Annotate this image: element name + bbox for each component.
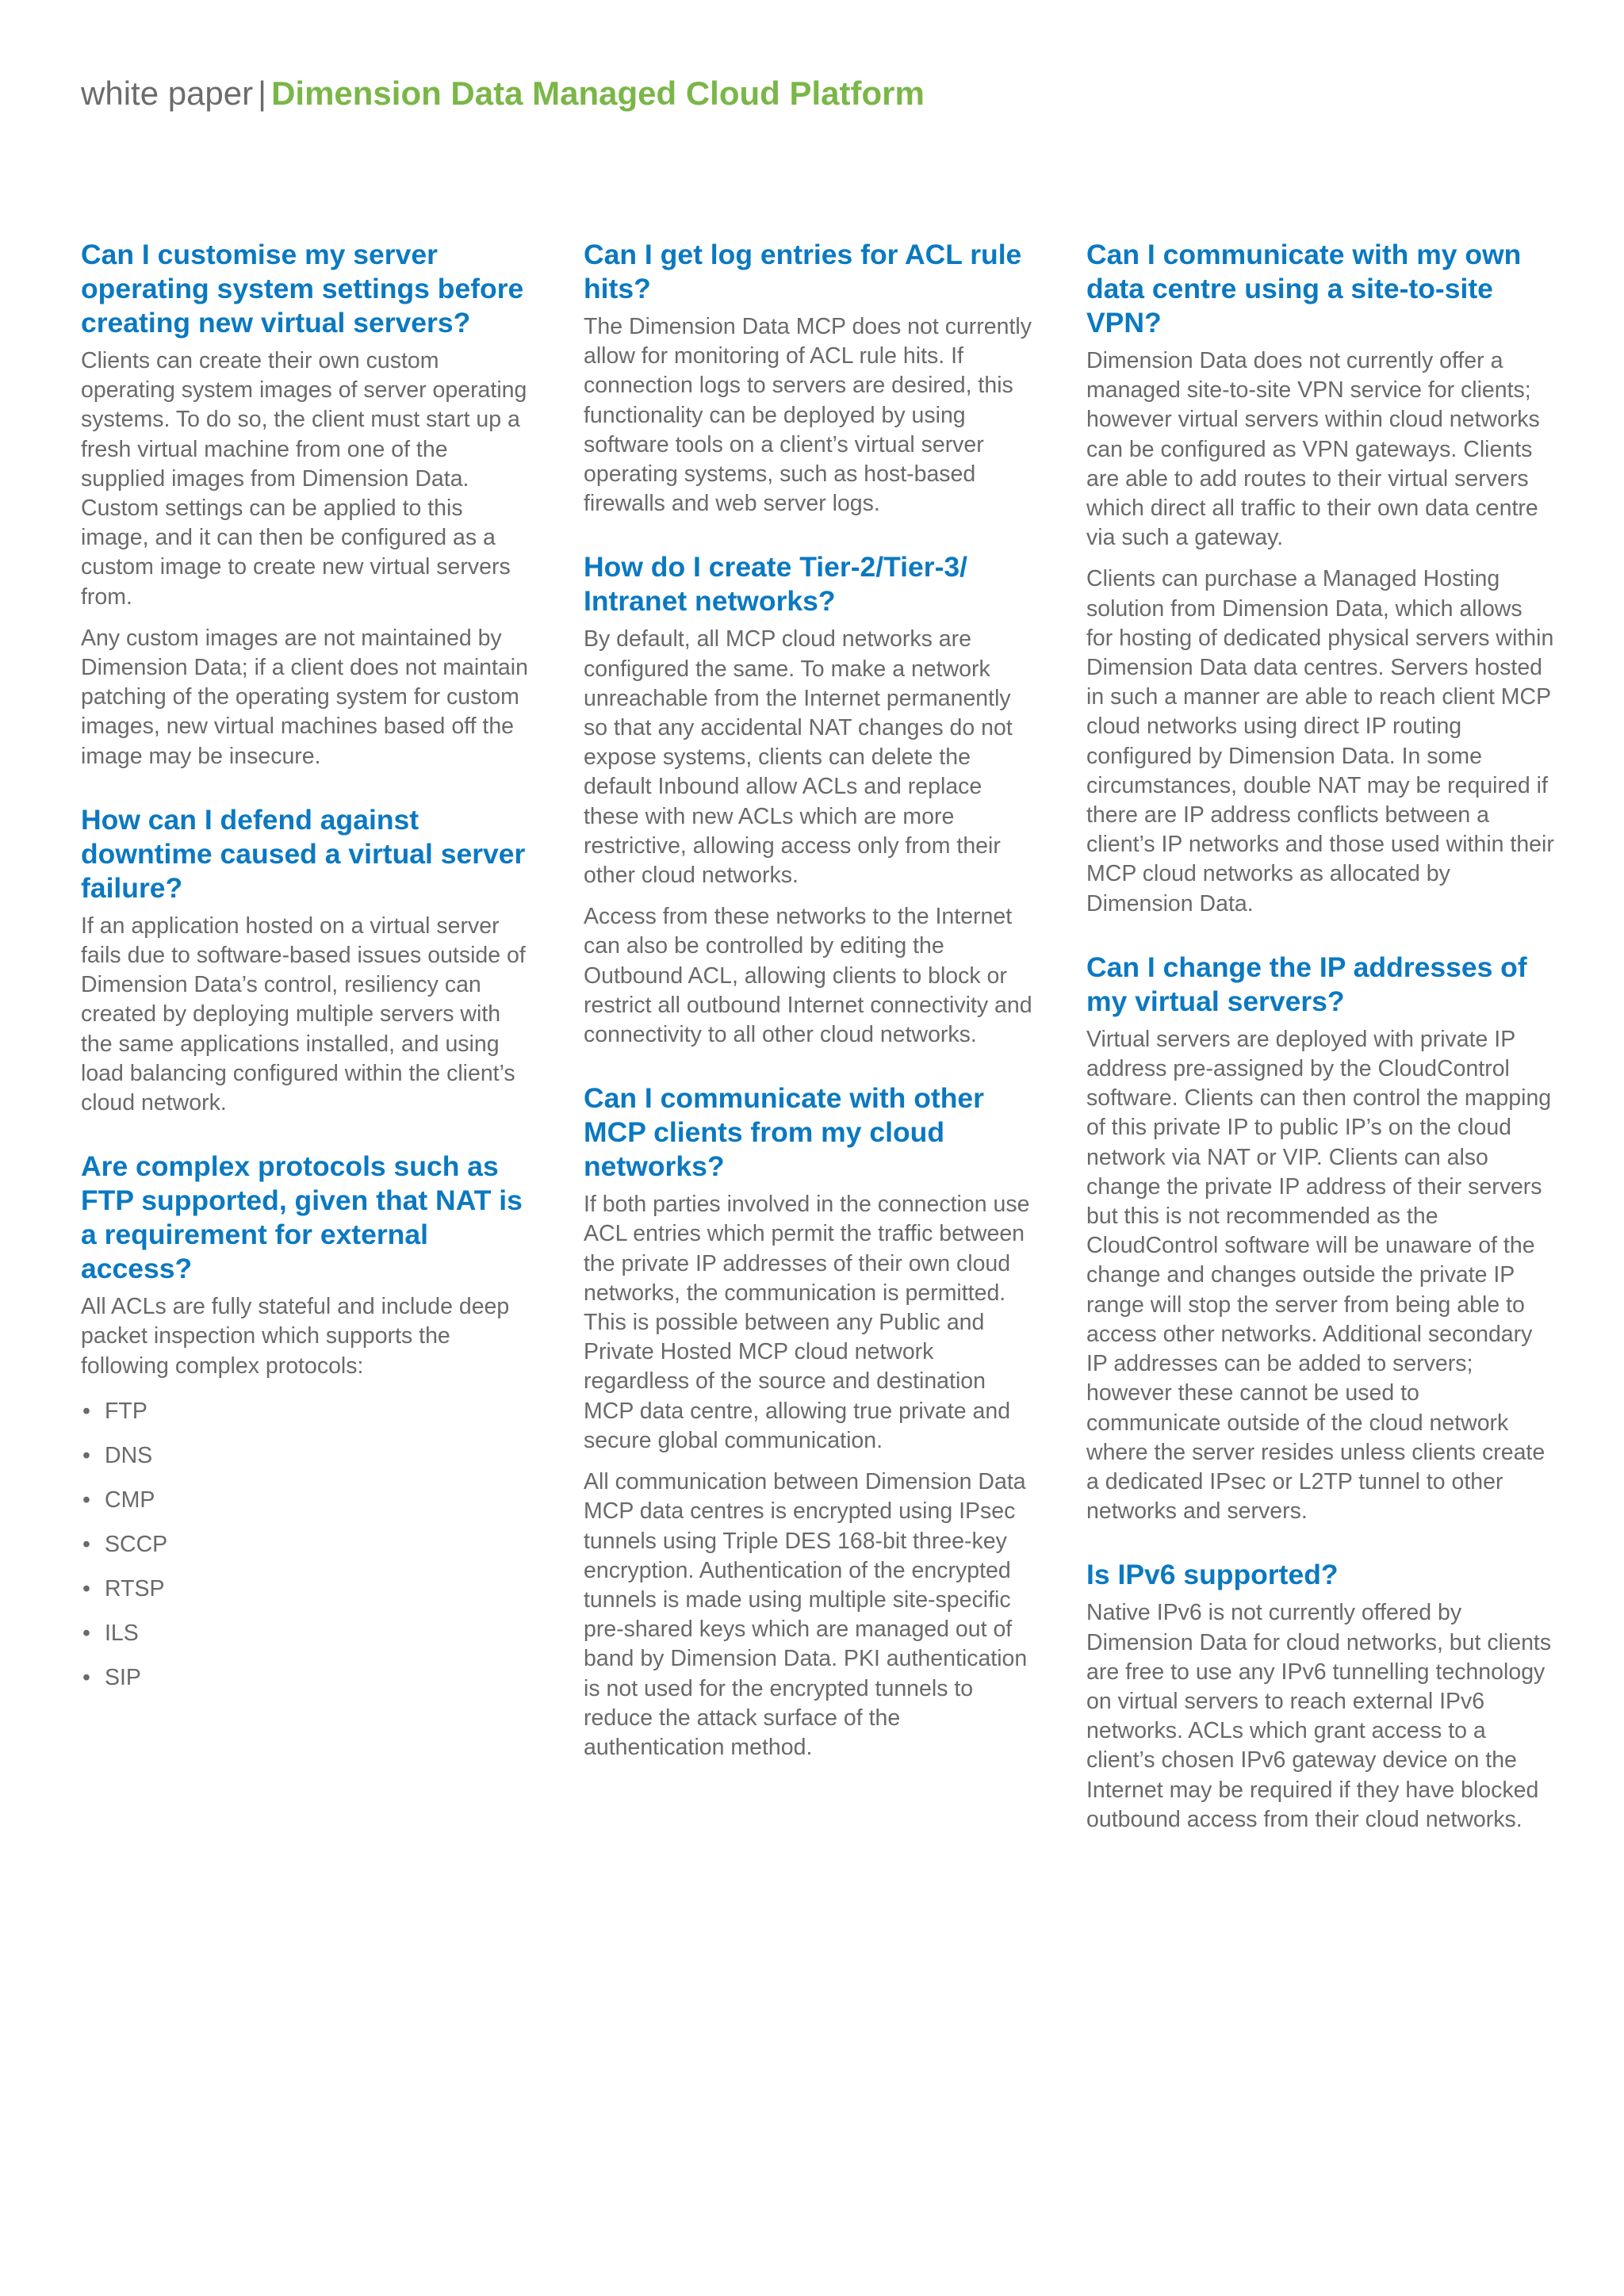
section-paragraph: If both parties involved in the connection use ACL entries which permit the traffic between the private IP addresses of their own cloud networks, the communication is permitted. This is possible between any Public and Private Hosted MCP cloud network regardless of the source and destination MCP data centre, allowing true private and secure global communication.: [584, 1192, 1030, 1453]
section-heading: Can I change the IP addresses of my virtual servers?: [1086, 951, 1527, 1017]
section-paragraph: Access from these networks to the Internet can also be controlled by editing the Outbound ACL, allowing clients to block or restrict all outbound Internet connectivity and connectivity to all other cloud networks.: [584, 904, 1032, 1048]
list-item: [81, 1441, 533, 1471]
section-paragraph: Virtual servers are deployed with private IP address pre-assigned by the CloudControl software. Clients can then control the mapping of this private IP to public IP’s on the cloud network via NAT or VIP. Clients can also change the private IP address of their servers but this is not recommended as the CloudControl software will be unaware of the change and changes outside the private IP range will stop the server from being able to access other networks. Additional secondary IP addresses can be added to servers; however these cannot be used to communicate outside of the cloud network where the server resides unless clients create a dedicated IPsec or L2TP tunnel to other networks and servers.: [1086, 1026, 1552, 1525]
list-item-label: ILS: [105, 1620, 139, 1646]
list-item-label: SIP: [105, 1664, 141, 1690]
list-item-label: CMP: [105, 1487, 155, 1513]
protocol-list: [81, 1397, 533, 1693]
page-header: [81, 71, 925, 116]
list-item: [81, 1575, 533, 1604]
section-paragraph: By default, all MCP cloud networks are configured the same. To make a network unreachable from the Internet permanently so that any accidental NAT changes do not expose systems, clients can delete the default Inbound allow ACLs and replace these with new ACLs which are more restrictive, allowing access only from their other cloud networks.: [584, 626, 1013, 889]
list-item: [81, 1486, 533, 1515]
bullet-icon: •: [82, 1620, 90, 1646]
faq-section: [81, 1150, 533, 1693]
header-prefix: white paper: [81, 75, 254, 112]
section-heading: Can I communicate with other MCP clients from my cloud networks?: [584, 1082, 984, 1183]
faq-section: [81, 803, 533, 1118]
list-item-label: FTP: [105, 1398, 147, 1424]
section-paragraph: All communication between Dimension Data MCP data centres is encrypted using IPsec tunnels using Triple DES 168-bit three-key encryption. Authentication of the encrypted tunnels is made using multiple site-specific pre-shared keys which are managed out of band by Dimension Data. PKI authentication is not used for the encrypted tunnels to reduce the attack surface of the authentication method.: [584, 1469, 1028, 1760]
list-item-label: SCCP: [105, 1531, 168, 1557]
section-heading: Can I get log entries for ACL rule hits?: [584, 239, 1022, 304]
bullet-icon: •: [82, 1531, 90, 1557]
faq-section: [1086, 1558, 1554, 1835]
list-item-label: RTSP: [105, 1575, 165, 1601]
bullet-icon: •: [82, 1398, 90, 1424]
faq-section: [584, 238, 1036, 519]
section-paragraph: Native IPv6 is not currently offered by Dimension Data for cloud networks, but clients are free to use any IPv6 tunnelling technology on virtual servers to reach external IPv6 networks. ACLs which grant access to a client’s chosen IPv6 gateway device on the Internet may be required if they have blocked outbound access from their cloud networks.: [1086, 1600, 1552, 1832]
section-heading: Can I customise my server operating system settings before creating new virtual servers?: [81, 239, 524, 339]
bullet-icon: •: [82, 1487, 90, 1513]
list-item: [81, 1530, 533, 1559]
bullet-icon: •: [82, 1442, 90, 1468]
faq-section: [1086, 238, 1554, 919]
column-3: [1086, 238, 1554, 1866]
column-1: [81, 238, 533, 1724]
header-title: Dimension Data Managed Cloud Platform: [271, 75, 925, 112]
list-item: [81, 1397, 533, 1426]
section-paragraph: If an application hosted on a virtual server fails due to software-based issues outside of Dimension Data’s control, resiliency can created by deploying multiple servers with the same applications installed, and using load balancing configured within the client’s cloud network.: [81, 913, 526, 1116]
faq-section: [584, 550, 1036, 1050]
bullet-icon: •: [82, 1575, 90, 1601]
section-heading: Is IPv6 supported?: [1086, 1559, 1339, 1591]
faq-section: [584, 1081, 1036, 1762]
section-paragraph: Clients can purchase a Managed Hosting solution from Dimension Data, which allows for hosting of dedicated physical servers within Dimension Data data centres. Servers hosted in such a manner are able to reach client MCP cloud networks using direct IP routing configured by Dimension Data. In some circumstances, double NAT may be required if there are IP address conflicts between a client’s IP networks and those used within their MCP cloud networks as allocated by Dimension Data.: [1086, 566, 1554, 916]
bullet-icon: •: [82, 1664, 90, 1690]
section-paragraph: All ACLs are fully stateful and include deep packet inspection which supports the following complex protocols:: [81, 1294, 510, 1379]
section-paragraph: Clients can create their own custom operating system images of server operating systems. To do so, the client must start up a fresh virtual machine from one of the supplied images from Dimension Data. Custom settings can be applied to this image, and it can then be configured as a custom image to create new virtual servers from.: [81, 348, 527, 610]
faq-section: [81, 238, 533, 771]
column-2: [584, 238, 1036, 1794]
section-paragraph: The Dimension Data MCP does not currently allow for monitoring of ACL rule hits. If connection logs to servers are desired, this functionality can be deployed by using software tools on a client’s virtual server operating systems, such as host-based firewalls and web server logs.: [584, 314, 1032, 517]
section-paragraph: Any custom images are not maintained by Dimension Data; if a client does not maintain patching of the operating system for custom images, new virtual machines based off the image may be insecure.: [81, 625, 528, 769]
section-heading: Are complex protocols such as FTP supported, given that NAT is a requirement for external access?: [81, 1150, 523, 1285]
section-heading: How do I create Tier-2/Tier-3/ Intranet networks?: [584, 551, 968, 618]
header-separator: |: [258, 75, 267, 112]
list-item: [81, 1663, 533, 1693]
section-heading: How can I defend against downtime caused a virtual server failure?: [81, 803, 526, 904]
section-heading: Can I communicate with my own data centre using a site-to-site VPN?: [1086, 239, 1522, 339]
list-item: [81, 1619, 533, 1648]
list-item-label: DNS: [105, 1442, 153, 1468]
section-paragraph: Dimension Data does not currently offer a managed site-to-site VPN service for clients; however virtual servers within cloud networks can be configured as VPN gateways. Clients are able to add routes to their virtual servers which direct all traffic to their own data centre via such a gateway.: [1086, 348, 1540, 551]
faq-section: [1086, 951, 1554, 1526]
